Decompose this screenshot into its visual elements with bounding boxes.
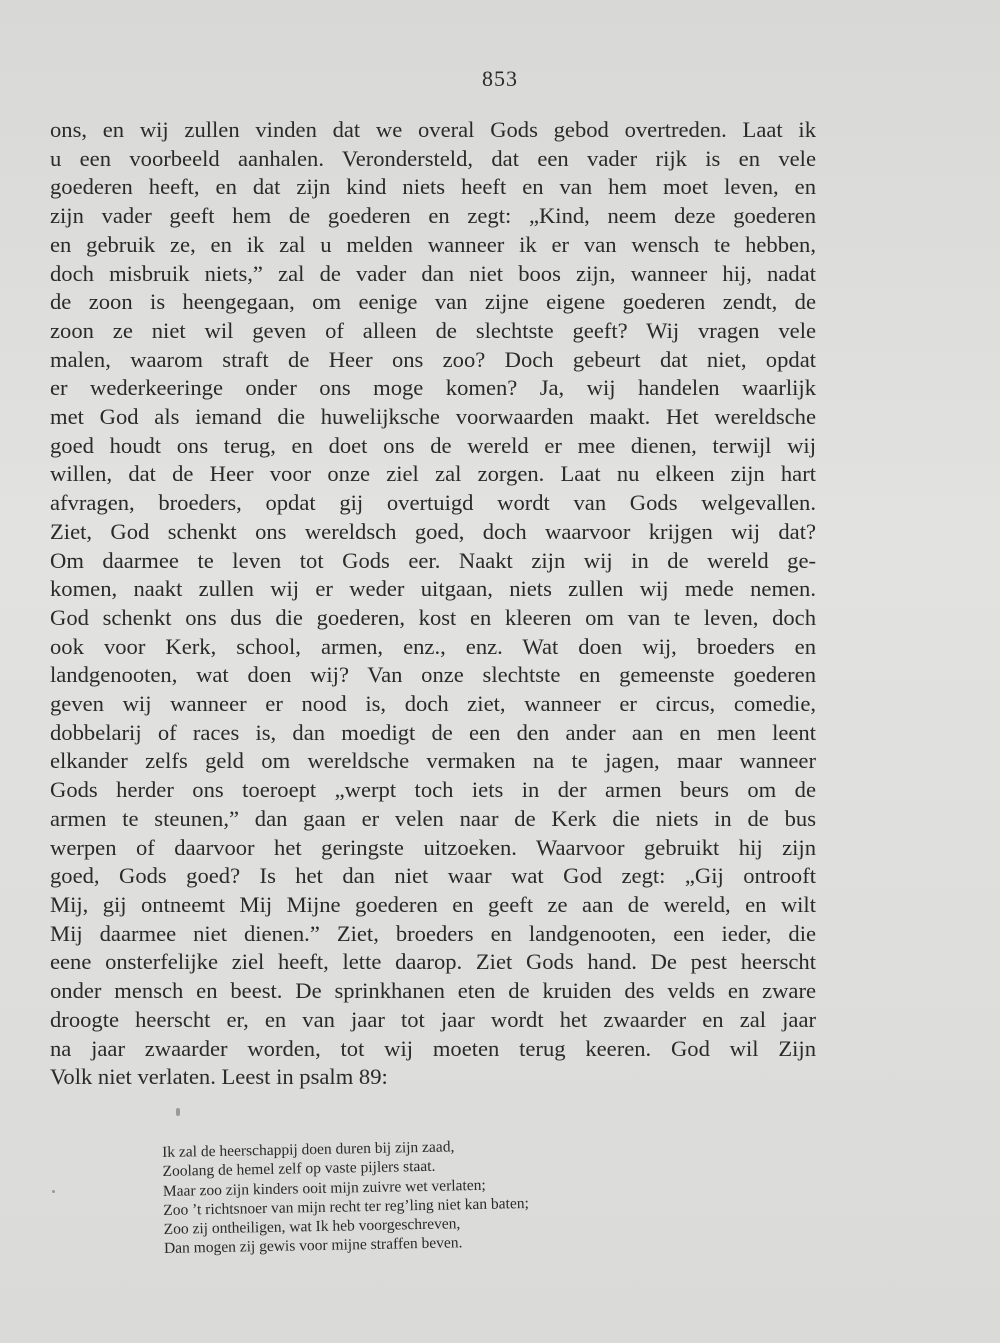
- poem-line: Zoolang de hemel zelf op vaste pijlers staat.: [162, 1158, 436, 1181]
- text-line: Volk niet verlaten. Leest in psalm 89:: [50, 1064, 388, 1090]
- poem-line: Ik zal de heerschappij doen duren bij zijn zaad,: [162, 1138, 455, 1161]
- ink-speck: [176, 1108, 180, 1116]
- text-line: na jaar zwaarder worden, tot wij moeten terug keeren. God wil Zijn: [50, 1035, 816, 1061]
- text-line: Mij, gij ontneemt Mij Mijne goederen en geeft ze aan de wereld, en wilt: [50, 891, 816, 917]
- text-line: God schenkt ons dus die goederen, kost en kleeren om van te leven, doch: [50, 604, 816, 630]
- text-line: eene onsterfelijke ziel heeft, lette daarop. Ziet Gods hand. De pest heerscht: [50, 949, 816, 975]
- page-number: 853: [482, 66, 518, 91]
- poem-line: Zoo zij ontheiligen, wat Ik heb voorgeschreven,: [163, 1215, 461, 1239]
- text-line: en gebruik ze, en ik zal u melden wanneer ik er van wensch te hebben,: [50, 231, 816, 257]
- text-line: onder mensch en beest. De sprinkhanen eten de kruiden des velds en zware: [50, 978, 816, 1004]
- text-line: u een voorbeeld aanhalen. Verondersteld, dat een vader rijk is en vele: [50, 145, 816, 171]
- text-line: doch misbruik niets,” zal de vader dan niet boos zijn, wanneer hij, nadat: [50, 260, 816, 286]
- text-line: Gods herder ons toeroept „werpt toch iets in der armen beurs om de: [50, 777, 816, 803]
- text-line: armen te steunen,” dan gaan er velen naar de Kerk die niets in de bus: [50, 805, 816, 831]
- text-line: geven wij wanneer er nood is, doch ziet, wanneer er circus, comedie,: [50, 691, 816, 717]
- text-line: droogte heerscht er, en van jaar tot jaar wordt het zwaarder en zal jaar: [50, 1006, 816, 1032]
- poem-line: Maar zoo zijn kinders ooit mijn zuivre wet verlaten;: [162, 1176, 486, 1200]
- poem-line: Dan mogen zij gewis voor mijne straffen beven.: [163, 1234, 463, 1258]
- text-line: afvragen, broeders, opdat gij overtuigd wordt van Gods welgevallen.: [50, 490, 816, 516]
- text-line: goed, Gods goed? Is het dan niet waar wat God zegt: „Gij ontrooft: [50, 863, 816, 889]
- poem-line: Zoo ’t richtsnoer van mijn recht ter reg’ling niet kan baten;: [163, 1194, 529, 1219]
- text-line: Mij daarmee niet dienen.” Ziet, broeders en landgenooten, een ieder, die: [50, 920, 816, 946]
- text-line: elkander zelfs geld om wereldsche vermaken na te jagen, maar wanneer: [50, 748, 816, 774]
- psalm-quote: [162, 1133, 684, 1259]
- text-line: werpen of daarvoor het geringste uitzoeken. Waarvoor gebruikt hij zijn: [50, 834, 816, 860]
- text-line: ons, en wij zullen vinden dat we overal Gods gebod overtreden. Laat ik: [50, 117, 816, 142]
- text-line: zoon ze niet wil geven of alleen de slechtste geeft? Wij vragen vele: [50, 317, 816, 343]
- body-text: [50, 116, 816, 1092]
- text-line: Om daarmee te leven tot Gods eer. Naakt zijn wij in de wereld ge-: [50, 547, 816, 573]
- text-line: dobbelarij of races is, dan moedigt de een den ander aan en men leent: [50, 719, 816, 745]
- text-line: goed houdt ons terug, en doet ons de wereld er mee dienen, terwijl wij: [50, 432, 816, 458]
- text-line: er wederkeeringe onder ons moge komen? Ja, wij handelen waarlijk: [50, 375, 816, 401]
- text-line: landgenooten, wat doen wij? Van onze slechtste en gemeenste goederen: [50, 662, 816, 688]
- text-line: willen, dat de Heer voor onze ziel zal zorgen. Laat nu elkeen zijn hart: [50, 461, 816, 487]
- text-line: komen, naakt zullen wij er weder uitgaan, niets zullen wij mede nemen.: [50, 576, 816, 602]
- text-line: goederen heeft, en dat zijn kind niets heeft en van hem moet leven, en: [50, 174, 816, 200]
- ink-speck: [52, 1190, 55, 1193]
- text-line: met God als iemand die huwelijksche voorwaarden maakt. Het wereldsche: [50, 404, 816, 430]
- text-line: malen, waarom straft de Heer ons zoo? Doch gebeurt dat niet, opdat: [50, 346, 816, 372]
- text-line: de zoon is heengegaan, om eenige van zijne eigene goederen zendt, de: [50, 289, 816, 315]
- text-line: ook voor Kerk, school, armen, enz., enz. Wat doen wij, broeders en: [50, 633, 816, 659]
- text-line: Ziet, God schenkt ons wereldsch goed, doch waarvoor krijgen wij dat?: [50, 518, 816, 544]
- text-line: zijn vader geeft hem de goederen en zegt: „Kind, neem deze goederen: [50, 203, 816, 229]
